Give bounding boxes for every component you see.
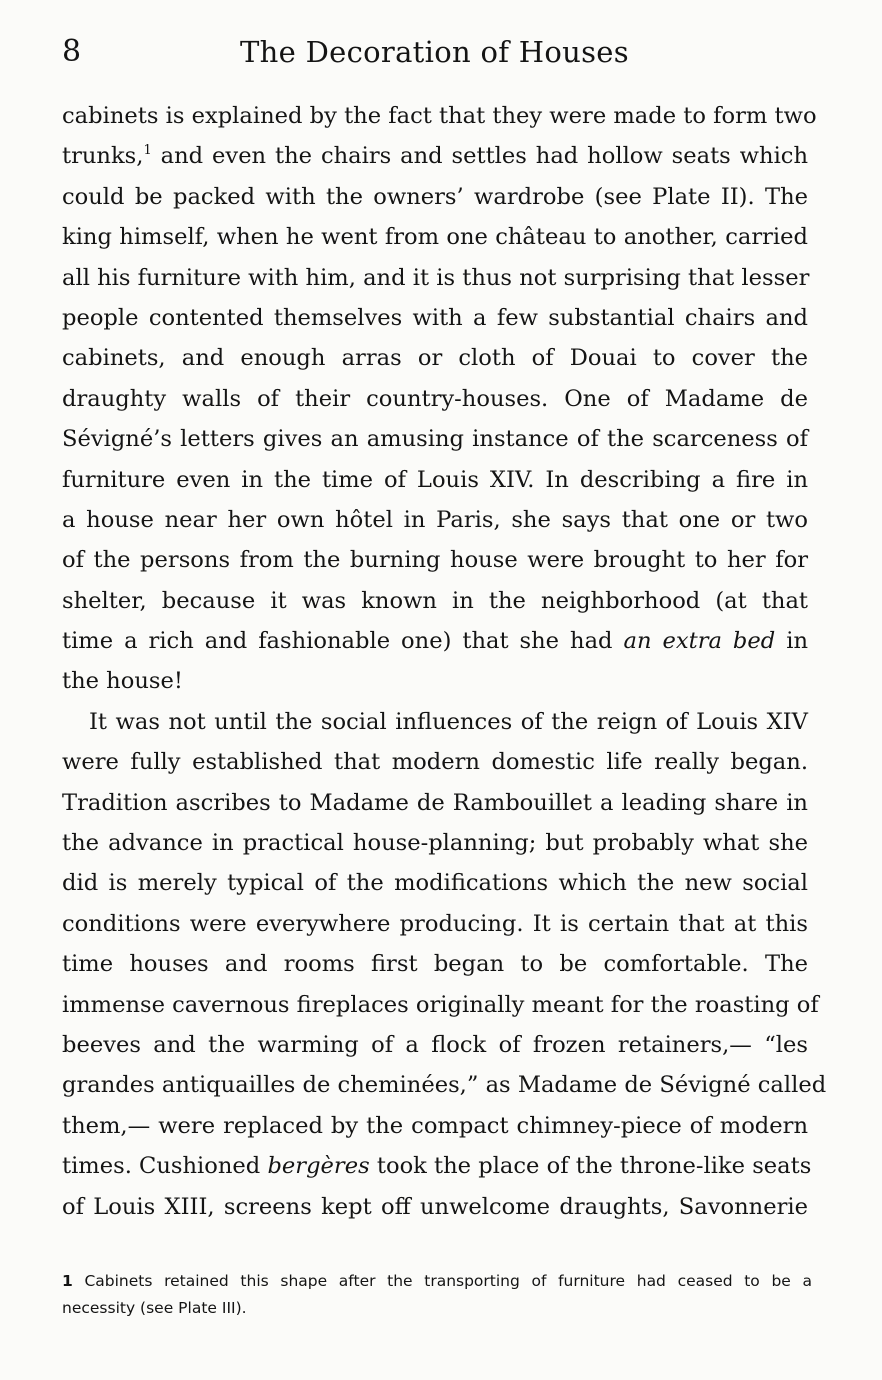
text-line: were fully established that modern domestic life really began. bbox=[62, 749, 808, 776]
text-fragment: and even the chairs and settles had hollow seats which bbox=[160, 143, 808, 170]
italic-phrase: an extra bed bbox=[623, 628, 776, 655]
text-line: grandes antiquailles de cheminées,” as Madame de Sévigné called bbox=[62, 1072, 827, 1099]
text-line: draughty walls of their country-houses. One of Madame de bbox=[62, 385, 808, 412]
footnote-reference[interactable]: 1 bbox=[143, 143, 152, 159]
text-line: conditions were everywhere producing. It is certain that at this bbox=[62, 910, 808, 937]
text-line: furniture even in the time of Louis XIV. In describing a fire in bbox=[62, 466, 808, 493]
paragraph-start-line: It was not until the social influences of the reign of Louis XIV bbox=[89, 708, 808, 735]
text-fragment: times. Cushioned bbox=[62, 1153, 261, 1180]
text-line: them,— were replaced by the compact chimney-piece of modern bbox=[62, 1112, 808, 1139]
running-head bbox=[62, 30, 807, 78]
text-line bbox=[62, 136, 808, 176]
text-line: the advance in practical house-planning; but probably what she bbox=[62, 830, 808, 857]
text-line: time houses and rooms first began to be comfortable. The bbox=[62, 951, 808, 978]
text-fragment: time a rich and fashionable one) that she had bbox=[62, 628, 613, 655]
text-line: people contented themselves with a few substantial chairs and bbox=[62, 304, 808, 331]
text-line: shelter, because it was known in the neighborhood (at that bbox=[62, 587, 808, 614]
text-fragment: in bbox=[786, 628, 808, 655]
text-line: cabinets, and enough arras or cloth of Douai to cover the bbox=[62, 345, 808, 372]
footnote-line: necessity (see Plate III). bbox=[62, 1299, 247, 1317]
text-fragment: took the place of the throne-like seats bbox=[376, 1153, 812, 1180]
book-title: The Decoration of Houses bbox=[240, 35, 629, 69]
text-line: beeves and the warming of a flock of frozen retainers,— “les bbox=[62, 1031, 808, 1058]
italic-phrase: bergères bbox=[267, 1153, 370, 1180]
text-fragment: trunks, bbox=[62, 143, 144, 170]
text-line bbox=[62, 1146, 812, 1186]
body-text bbox=[62, 96, 827, 1227]
text-line: Tradition ascribes to Madame de Rambouillet a leading share in bbox=[62, 789, 808, 816]
footnote-marker: 1 bbox=[62, 1272, 73, 1290]
text-line: all his furniture with him, and it is thus not surprising that lesser bbox=[62, 264, 810, 291]
text-line: immense cavernous fireplaces originally meant for the roasting of bbox=[62, 991, 819, 1018]
text-line: Sévigné’s letters gives an amusing instance of the scarceness of bbox=[62, 426, 808, 453]
text-line: of Louis XIII, screens kept off unwelcome draughts, Savonnerie bbox=[62, 1193, 808, 1220]
footnote-line bbox=[62, 1268, 812, 1295]
text-line: the house! bbox=[62, 668, 183, 695]
text-line: could be packed with the owners’ wardrobe (see Plate II). The bbox=[62, 183, 808, 210]
text-line: a house near her own hôtel in Paris, she says that one or two bbox=[62, 506, 808, 533]
text-line bbox=[62, 621, 808, 661]
text-line: king himself, when he went from one château to another, carried bbox=[62, 224, 808, 251]
footnote bbox=[62, 1268, 812, 1322]
text-line: cabinets is explained by the fact that they were made to form two bbox=[62, 103, 817, 129]
text-line: of the persons from the burning house were brought to her for bbox=[62, 547, 808, 574]
text-line: did is merely typical of the modifications which the new social bbox=[62, 870, 808, 897]
footnote-text: Cabinets retained this shape after the transporting of furniture had ceased to be a bbox=[84, 1272, 812, 1290]
page-number: 8 bbox=[62, 34, 82, 69]
